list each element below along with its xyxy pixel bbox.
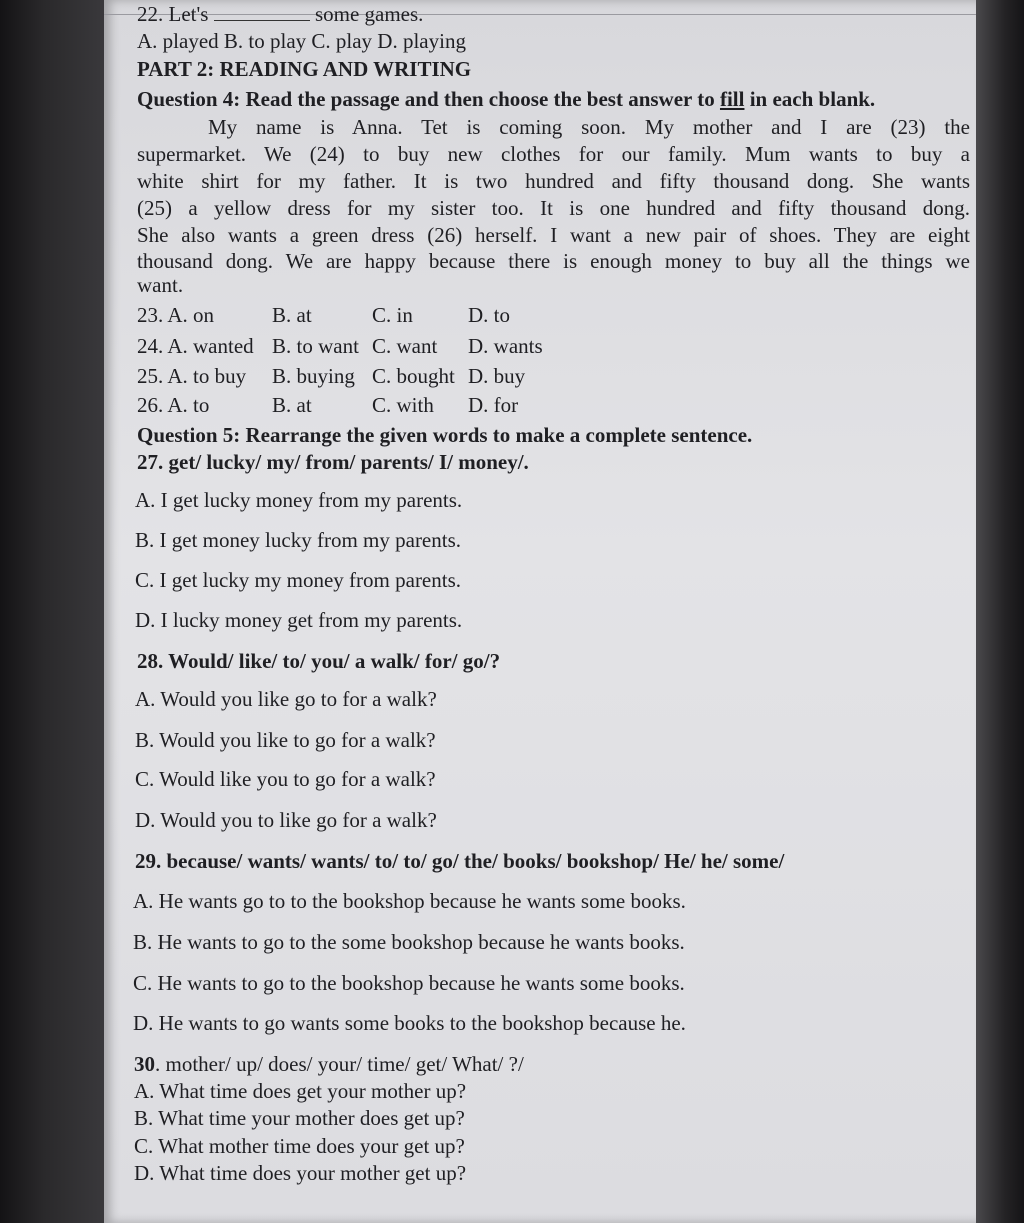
passage-line-5 xyxy=(137,223,970,247)
option-d: D. buy xyxy=(468,364,526,388)
q4-title-underlined: fill xyxy=(719,87,745,111)
passage-line-2 xyxy=(137,142,970,166)
option-c: C. with xyxy=(372,393,434,417)
passage-line-4 xyxy=(137,196,970,220)
option-a: 23. A. on xyxy=(137,303,215,327)
q27-stem: 27. get/ lucky/ my/ from/ parents/ I/ money/. xyxy=(137,450,529,474)
option-b: B. to want xyxy=(272,334,359,358)
q29-option-d: D. He wants to go wants some books to the bookshop because he. xyxy=(133,1011,686,1035)
q22-stem xyxy=(137,2,423,26)
screen-bezel-left xyxy=(0,0,110,1223)
option-c: C. in xyxy=(372,303,413,327)
screen-bezel-right xyxy=(976,0,1024,1223)
option-a: 24. A. wanted xyxy=(137,334,254,358)
q5-heading: Question 5: Rearrange the given words to make a complete sentence. xyxy=(137,423,753,447)
option-a: 25. A. to buy xyxy=(137,364,247,388)
option-d: D. wants xyxy=(468,334,543,358)
passage-line-6: thousand dong. We are happy because there is enough money to buy all the things we xyxy=(137,249,970,273)
option-a: 26. A. to xyxy=(137,393,210,417)
passage-text: (25) xyxy=(137,196,172,220)
passage-text: supermarket. We (24) xyxy=(137,142,345,166)
q29-option-b: B. He wants to go to the some bookshop because he wants books. xyxy=(133,930,685,954)
q4-title-pre: Question 4: Read the passage and then choose the best answer to xyxy=(137,87,720,111)
q22-options: A. played B. to play C. play D. playing xyxy=(137,29,466,53)
passage-text: to buy new clothes for our family. Mum wants to buy a xyxy=(363,142,971,166)
q29-stem: 29. because/ wants/ wants/ to/ to/ go/ the/ books/ bookshop/ He/ he/ some/ xyxy=(135,849,785,873)
passage-line-7: want. xyxy=(137,273,184,297)
option-b: B. buying xyxy=(272,364,355,388)
q22-stem-start: 22. Let's xyxy=(137,2,209,26)
q27-option-c: C. I get lucky my money from parents. xyxy=(135,568,462,592)
q28-option-a: A. Would you like go to for a walk? xyxy=(135,687,437,711)
passage-line-1 xyxy=(208,115,970,139)
q27-option-a: A. I get lucky money from my parents. xyxy=(135,488,463,512)
passage-line-3: white shirt for my father. It is two hundred and fifty thousand dong. She wants xyxy=(137,169,970,193)
q30-option-b: B. What time your mother does get up? xyxy=(134,1106,465,1130)
q30-option-c: C. What mother time does your get up? xyxy=(134,1134,465,1158)
q30-number: 30 xyxy=(134,1052,155,1076)
part2-heading: PART 2: READING AND WRITING xyxy=(137,57,472,81)
q28-stem: 28. Would/ like/ to/ you/ a walk/ for/ go/? xyxy=(137,649,501,673)
option-c: C. bought xyxy=(372,364,455,388)
option-b: B. at xyxy=(272,303,312,327)
option-d: D. to xyxy=(468,303,510,327)
passage-text: herself. I want a new pair of shoes. They are eight xyxy=(475,223,971,247)
q22-stem-end: some games. xyxy=(314,2,424,26)
q28-option-d: D. Would you to like go for a walk? xyxy=(135,808,437,832)
q30-words: . mother/ up/ does/ your/ time/ get/ What/ ?/ xyxy=(155,1052,524,1076)
passage-text: She also wants a green dress (26) xyxy=(137,223,463,247)
q30-stem xyxy=(134,1052,524,1076)
q4-heading xyxy=(137,87,875,111)
passage-text: a yellow dress for my sister too. It is one hundred and fifty thousand dong. xyxy=(188,196,971,220)
q4-title-post: in each blank. xyxy=(744,87,876,111)
q28-option-b: B. Would you like to go for a walk? xyxy=(135,728,436,752)
q28-option-c: C. Would like you to go for a walk? xyxy=(135,767,436,791)
q29-option-a: A. He wants go to to the bookshop because he wants some books. xyxy=(133,889,686,913)
q22-blank xyxy=(214,2,310,21)
option-c: C. want xyxy=(372,334,438,358)
q29-option-c: C. He wants to go to the bookshop because he wants some books. xyxy=(133,971,685,995)
q27-option-b: B. I get money lucky from my parents. xyxy=(135,528,462,552)
option-d: D. for xyxy=(468,393,519,417)
q30-option-d: D. What time does your mother get up? xyxy=(134,1161,467,1185)
passage-text: My name is Anna. Tet is coming soon. My mother and I are (23) xyxy=(208,115,926,139)
q27-option-d: D. I lucky money get from my parents. xyxy=(135,608,463,632)
passage-text: the xyxy=(944,115,970,139)
q30-option-a: A. What time does get your mother up? xyxy=(134,1079,467,1103)
option-b: B. at xyxy=(272,393,312,417)
